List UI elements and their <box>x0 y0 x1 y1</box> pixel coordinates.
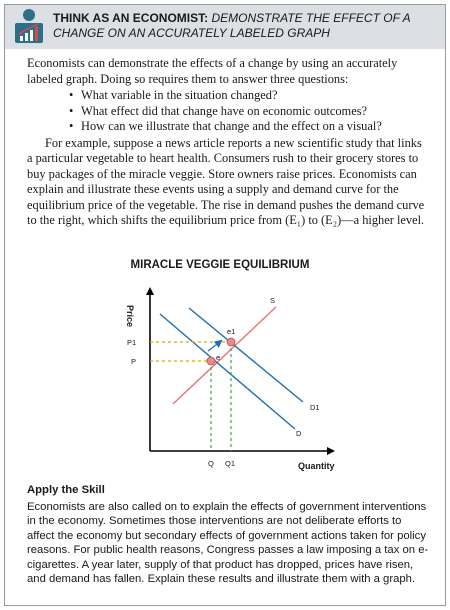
x-axis-label: Quantity <box>298 461 335 471</box>
supply-curve <box>173 307 276 404</box>
x-tick-q1: Q1 <box>225 459 236 468</box>
bar-chart-person-icon <box>13 8 45 46</box>
equilibrium-point-e1 <box>227 338 235 346</box>
question-list <box>27 88 427 135</box>
apply-skill-section <box>27 483 432 587</box>
point-label-e1: e1 <box>227 327 236 336</box>
curve-label-d1: D1 <box>310 403 320 412</box>
y-tick-p: P <box>131 357 137 366</box>
feature-title-label: THINK AS AN ECONOMIST: <box>53 11 209 25</box>
equilibrium-point-e <box>207 357 215 365</box>
intro-text <box>27 56 427 229</box>
y-axis-label: Price <box>125 305 135 328</box>
demand-shift-arrow <box>208 341 221 351</box>
curve-label-s: S <box>270 296 276 305</box>
point-label-e: e <box>216 353 221 362</box>
x-tick-q: Q <box>208 459 214 468</box>
apply-skill-heading: Apply the Skill <box>27 484 105 496</box>
feature-header <box>5 5 445 49</box>
y-tick-p1: P1 <box>127 338 137 347</box>
intro-paragraph: Economists can demonstrate the effects of a change by using an accurately labeled graph. Doing so requires them to answer three questions: <box>27 56 398 86</box>
apply-skill-paragraph: Economists are also called on to explain the effects of government interventions in the economy. Sometimes those interventions are not deliberate efforts to affect the economy but secondary effects of government actions taken for policy reasons. For public health reasons, Congress passes a law imposing a tax on e-cigarettes. A year later, supply of that product has dropped, prices have risen, and demand has fallen. Explain these results and illustrate them with a graph. <box>27 500 429 585</box>
chart-title: MIRACLE VEGGIE EQUILIBRIUM <box>130 259 310 271</box>
question-item: • What variable in the situation changed? <box>69 88 427 104</box>
question-item: • How can we illustrate that change and the effect on a visual? <box>69 119 427 135</box>
example-paragraph: For example, suppose a news article reports a new scientific study that links a particular vegetable to heart health. Consumers rush to their grocery stores to buy packages of the miracle veggie. Store owners raise prices. Economists can explain and illustrate these events using a supply and demand curve for the equilibrium price of the vegetable. The rise in demand pushes the demand curve to the right, which shifts the equilibrium price from (E₁) to (E₂)—a higher level. <box>27 135 425 227</box>
curve-label-d: D <box>296 429 302 438</box>
question-item: • What effect did that change have on economic outcomes? <box>69 104 427 120</box>
feature-title-subtitle: DEMONSTRATE THE EFFECT OF A CHANGE ON AN ACCURATELY LABELED GRAPH <box>53 11 411 40</box>
feature-title <box>53 11 438 41</box>
textbook-page <box>4 4 446 606</box>
